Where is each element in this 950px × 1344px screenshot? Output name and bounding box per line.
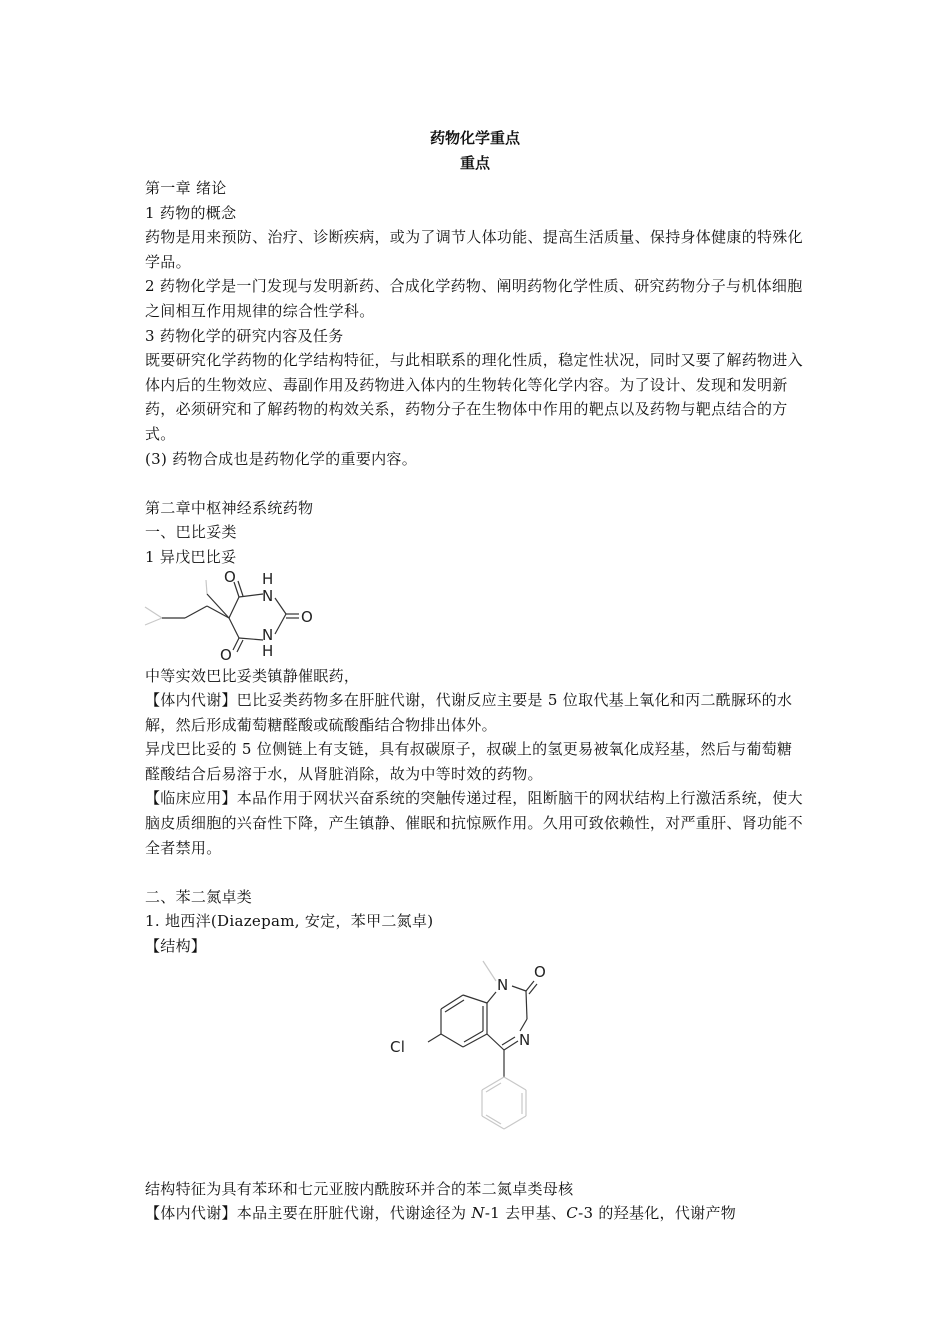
paragraph: 【体内代谢】巴比妥类药物多在肝脏代谢，代谢反应主要是 5 位取代基上氧化和丙二酰脲环的水解，然后形成葡萄糖醛酸或硫酸酯结合物排出体外。	[145, 691, 793, 734]
blank-line	[145, 860, 807, 885]
section-1-heading: 1 药物的概念	[145, 203, 237, 222]
diazepam-structure	[388, 959, 588, 1177]
paragraph: 既要研究化学药物的化学结构特征，与此相联系的理化性质，稳定性状况，同时又要了解药物进入体内后的生物效应、毒副作用及药物进入体内的生物转化等化学内容。为了设计、发现和发明新药，必须研究和了解药物的构效关系，药物分子在生物体中作用的靶点以及药物与靶点结合的方式。	[145, 351, 803, 443]
italic-n: N	[471, 1204, 485, 1223]
atom-n-bottom: N	[262, 625, 274, 644]
paragraph: 结构特征为具有苯环和七元亚胺内酰胺环并合的苯二氮卓类母核	[145, 1179, 574, 1198]
blank-line	[145, 471, 807, 496]
paragraph: 中等实效巴比妥类镇静催眠药，	[145, 666, 360, 685]
document-subtitle: 重点	[459, 154, 490, 172]
atom-n-top: N	[262, 586, 274, 605]
atom-o-top: O	[224, 569, 237, 586]
atom-n1: N	[497, 975, 509, 994]
atom-o: O	[534, 962, 547, 981]
paragraph	[145, 1201, 807, 1226]
chapter-1-heading: 第一章 绪论	[145, 179, 227, 197]
drug-name: 1. 地西泮(Diazepam, 安定，苯甲二氮卓)	[145, 912, 434, 931]
paragraph: (3) 药物合成也是药物化学的重要内容。	[145, 449, 418, 468]
atom-o-bottom: O	[220, 645, 233, 664]
document-body	[145, 176, 807, 1226]
atom-cl: Cl	[390, 1037, 406, 1056]
text-span: -1 去甲基、	[484, 1204, 567, 1223]
structure-label: 【结构】	[145, 937, 207, 956]
benzodiazepines-heading: 二、苯二氮卓类	[145, 887, 253, 906]
amobarbital-structure	[141, 570, 331, 664]
atom-h-top: H	[262, 569, 274, 588]
paragraph: 异戊巴比妥的 5 位侧链上有支链，具有叔碳原子，叔碳上的氢更易被氧化成羟基，然后与葡萄糖醛酸结合后易溶于水，从肾脏消除，故为中等时效的药物。	[145, 740, 793, 783]
atom-n4: N	[519, 1030, 531, 1049]
drug-name: 1 异戊巴比妥	[145, 547, 237, 566]
text-span: 【体内代谢】本品主要在肝脏代谢，代谢途径为	[145, 1204, 472, 1223]
paragraph: 药物是用来预防、治疗、诊断疾病，或为了调节人体功能、提高生活质量、保持身体健康的特殊化学品。	[145, 228, 803, 271]
chapter-2-heading: 第二章中枢神经系统药物	[145, 498, 314, 517]
italic-c: C	[566, 1204, 579, 1223]
document-title: 药物化学重点	[429, 129, 520, 147]
paragraph: 2 药物化学是一门发现与发明新药、合成化学药物、阐明药物化学性质、研究药物分子与机体细胞之间相互作用规律的综合性学科。	[145, 277, 803, 320]
section-3-heading: 3 药物化学的研究内容及任务	[145, 326, 344, 345]
atom-h-bottom: H	[262, 641, 274, 660]
paragraph: 【临床应用】本品作用于网状兴奋系统的突触传递过程，阻断脑干的网状结构上行激活系统，使大脑皮质细胞的兴奋性下降，产生镇静、催眠和抗惊厥作用。久用可致依赖性，对严重肝、肾功能不全者禁用。	[145, 789, 803, 857]
barbiturates-heading: 一、巴比妥类	[145, 523, 237, 542]
atom-o-right: O	[301, 607, 314, 626]
text-span: -3 的羟基化，代谢产物	[578, 1204, 737, 1223]
